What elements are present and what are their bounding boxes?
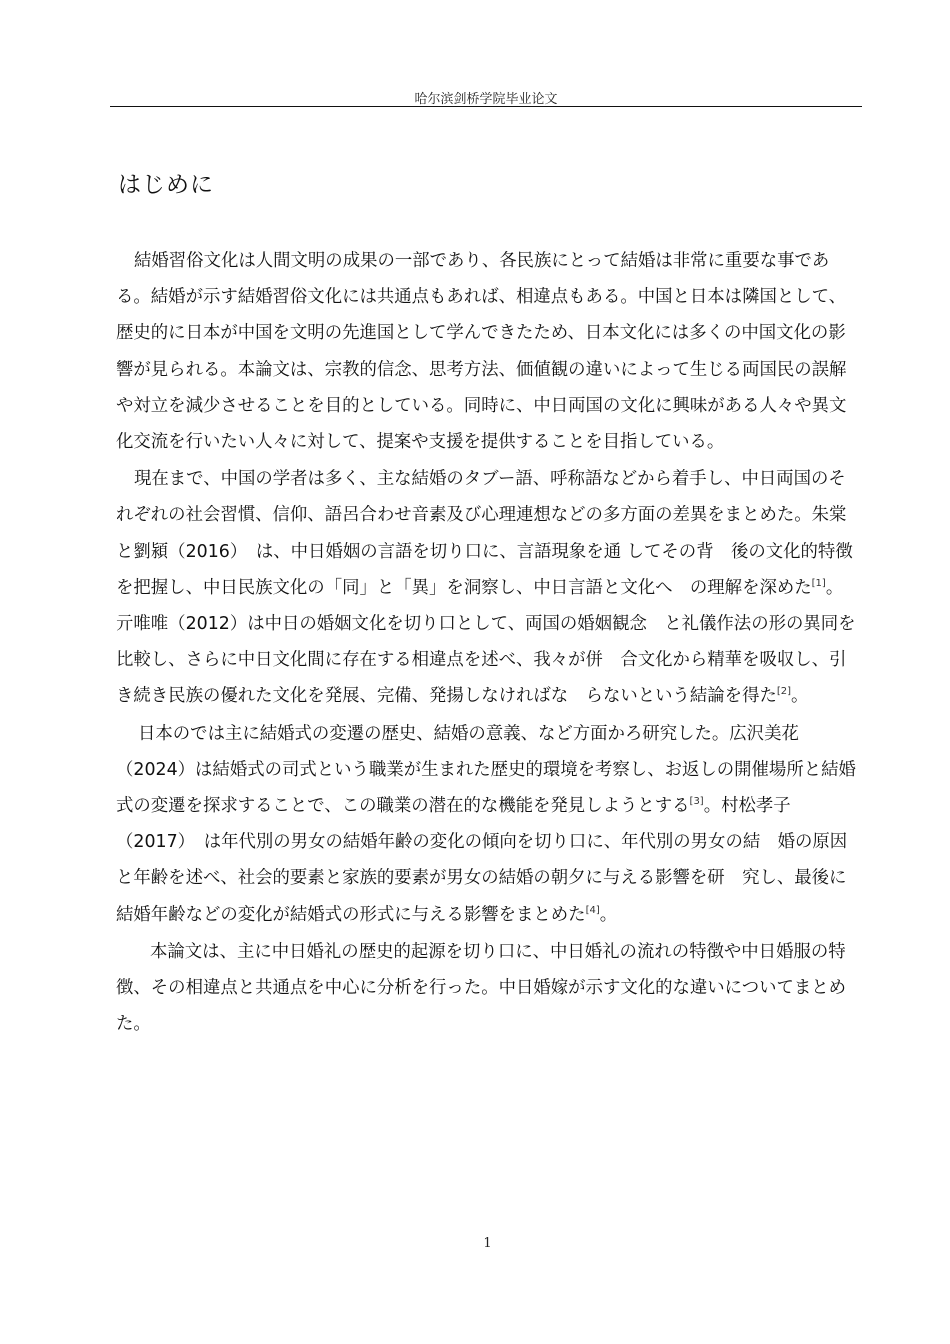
paragraph-2 [116,461,860,714]
paragraph-2-part-2: 。亓唯唯（2012）は中日の婚姻文化を切り口として、両国の婚姻観念 と礼儀作法の形の異同を比較し、さらに中日文化間に存在する相違点を述べ、我々が併 合文化から精華を吸収し、引き続き民族の優れた文化を発展、完備、発揚しなければな らないという結論を得た [116,577,856,707]
citation-ref-3: [3] [689,796,704,808]
paragraph-3-part-2: 。村松孝子（2017） は年代別の男女の結婚年齢の変化の傾向を切り口に、年代別の男女の結 婚の原因と年齢を述べ、社会的要素と家族的要素が男女の結婚の朝夕に与える影響を研 究し、最後に結婚年齢などの変化が結婚式の形式に与える影響をまとめた [116,796,848,925]
paragraph-2-part-1: 現在まで、中国の学者は多く、主な結婚のタブー語、呼称語などから着手し、中日両国のそれぞれの社会習慣、信仰、語呂合わせ音素及び心理連想などの多方面の差異をまとめた。朱棠と劉潁（2016） は、中日婚姻の言語を切り口に、言語現象を通 してその背 後の文化的特徴を把握し、中日民族文化の「同」と「異」を洞察し、中日言語と文化へ の理解を深めた [116,469,853,598]
paragraph-2-part-3: 。 [791,686,809,707]
running-header: 哈尔滨剑桥学院毕业论文 [414,92,558,107]
paragraph-3-part-3: 。 [599,904,618,925]
body-text [116,243,860,1042]
citation-ref-2: [2] [776,686,792,698]
section-heading: はじめに [118,172,214,198]
citation-ref-1: [1] [811,577,826,589]
paragraph-4: 本論文は、主に中日婚礼の歴史的起源を切り口に、中日婚礼の流れの特徴や中日婚服の特徴、その相違点と共通点を中心に分析を行った。中日婚嫁が示す文化的な違いについてまとめた。 [116,941,847,1035]
page-number: 1 [483,1236,492,1251]
paragraph-3-part-1: 日本のでは主に結婚式の変遷の歴史、結婚の意義、など方面かろ研究した。広沢美花（2024）は結婚式の司式という職業が生まれた歴史的環境を考察し、お返しの開催場所と結婚式の変遷を探求することで、この職業の潜在的な機能を発見しようとする [116,723,856,817]
paragraph-3 [116,716,860,933]
citation-ref-4: [4] [585,904,600,916]
header-rule [110,106,862,107]
paragraph-1: 結婚習俗文化は人間文明の成果の一部であり、各民族にとって結婚は非常に重要な事である。結婚が示す結婚習俗文化には共通点もあれば、相違点もある。中国と日本は隣国として、歴史的に日本が中国を文明の先進国として学んできたため、日本文化には多くの中国文化の影響が見られる。本論文は、宗教的信念、思考方法、価値観の違いによって生じる両国民の誤解や対立を減少させることを目的としている。同時に、中日両国の文化に興味がある人々や異文化交流を行いたい人々に対して、提案や支援を提供することを目指している。 [116,251,847,453]
